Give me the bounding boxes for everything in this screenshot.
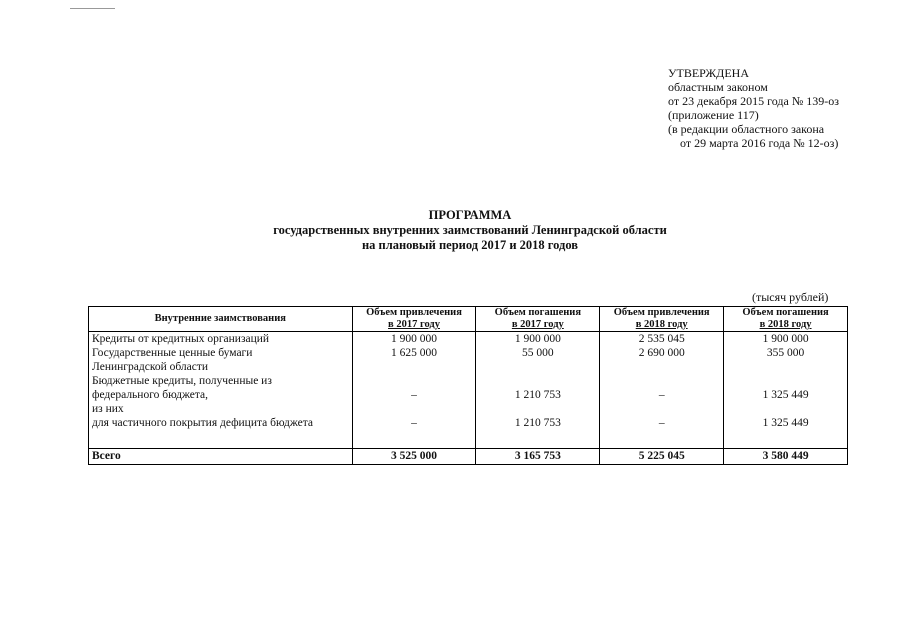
cell: 1 900 000 <box>724 332 848 347</box>
total-cell: 3 165 753 <box>476 449 600 465</box>
cell: 1 210 753 <box>476 416 600 430</box>
cell: 1 900 000 <box>352 332 476 347</box>
table-row <box>89 374 848 388</box>
cell: 1 900 000 <box>476 332 600 347</box>
cell <box>476 374 600 388</box>
table-row <box>89 332 848 347</box>
approval-line-4: (приложение 117) <box>668 108 759 122</box>
cell <box>600 374 724 388</box>
title-line-3: на плановый период 2017 и 2018 годов <box>361 238 579 252</box>
cell: – <box>600 416 724 430</box>
header-cell: Объем привлечения в 2018 году <box>600 307 724 332</box>
table-row <box>89 346 848 360</box>
units-label: (тысяч рублей) <box>752 290 829 304</box>
approval-line-1: УТВЕРЖДЕНА <box>668 66 750 80</box>
cell <box>476 402 600 416</box>
total-cell: 5 225 045 <box>600 449 724 465</box>
cell: 1 325 449 <box>724 388 848 402</box>
header-cell: Объем привлечения в 2017 году <box>352 307 476 332</box>
total-cell: 3 580 449 <box>724 449 848 465</box>
row-name: из них <box>89 402 353 416</box>
cell: 1 325 449 <box>724 416 848 430</box>
scan-mark-line <box>70 8 115 9</box>
total-row <box>89 449 848 465</box>
cell <box>352 402 476 416</box>
approval-line-2: областным законом <box>668 80 768 94</box>
table-row <box>89 416 848 430</box>
cell <box>476 360 600 374</box>
cell <box>600 402 724 416</box>
cell: 355 000 <box>724 346 848 360</box>
cell <box>352 374 476 388</box>
cell: 1 625 000 <box>352 346 476 360</box>
cell: 2 690 000 <box>600 346 724 360</box>
cell <box>600 360 724 374</box>
document-title <box>0 208 905 253</box>
borrowing-table <box>88 306 848 465</box>
header-cell: Внутренние заимствования <box>89 307 353 332</box>
cell: – <box>352 388 476 402</box>
table-row <box>89 388 848 402</box>
table-row <box>89 402 848 416</box>
cell <box>724 402 848 416</box>
total-cell: 3 525 000 <box>352 449 476 465</box>
cell: 1 210 753 <box>476 388 600 402</box>
header-cell: Объем погашения в 2018 году <box>724 307 848 332</box>
row-name: для частичного покрытия дефицита бюджета <box>89 416 353 430</box>
row-name: Ленинградской области <box>89 360 353 374</box>
approval-line-6: от 29 марта 2016 года № 12-оз) <box>680 136 839 150</box>
cell: 55 000 <box>476 346 600 360</box>
title-line-2: государственных внутренних заимствований Ленинградской области <box>273 223 667 237</box>
cell <box>724 374 848 388</box>
header-cell: Объем погашения в 2017 году <box>476 307 600 332</box>
cell <box>352 360 476 374</box>
title-line-1: ПРОГРАММА <box>428 208 512 222</box>
table-row <box>89 360 848 374</box>
cell: – <box>600 388 724 402</box>
cell: – <box>352 416 476 430</box>
row-name: Бюджетные кредиты, полученные из <box>89 374 353 388</box>
row-name: федерального бюджета, <box>89 388 353 402</box>
cell <box>724 360 848 374</box>
approval-line-5: (в редакции областного закона <box>668 122 825 136</box>
approval-block <box>668 66 839 150</box>
total-label: Всего <box>89 449 353 465</box>
row-name: Государственные ценные бумаги <box>89 346 353 360</box>
table-spacer-row <box>89 430 848 449</box>
approval-line-3: от 23 декабря 2015 года № 139-оз <box>668 94 840 108</box>
table-header-row <box>89 307 848 332</box>
cell: 2 535 045 <box>600 332 724 347</box>
row-name: Кредиты от кредитных организаций <box>89 332 353 347</box>
